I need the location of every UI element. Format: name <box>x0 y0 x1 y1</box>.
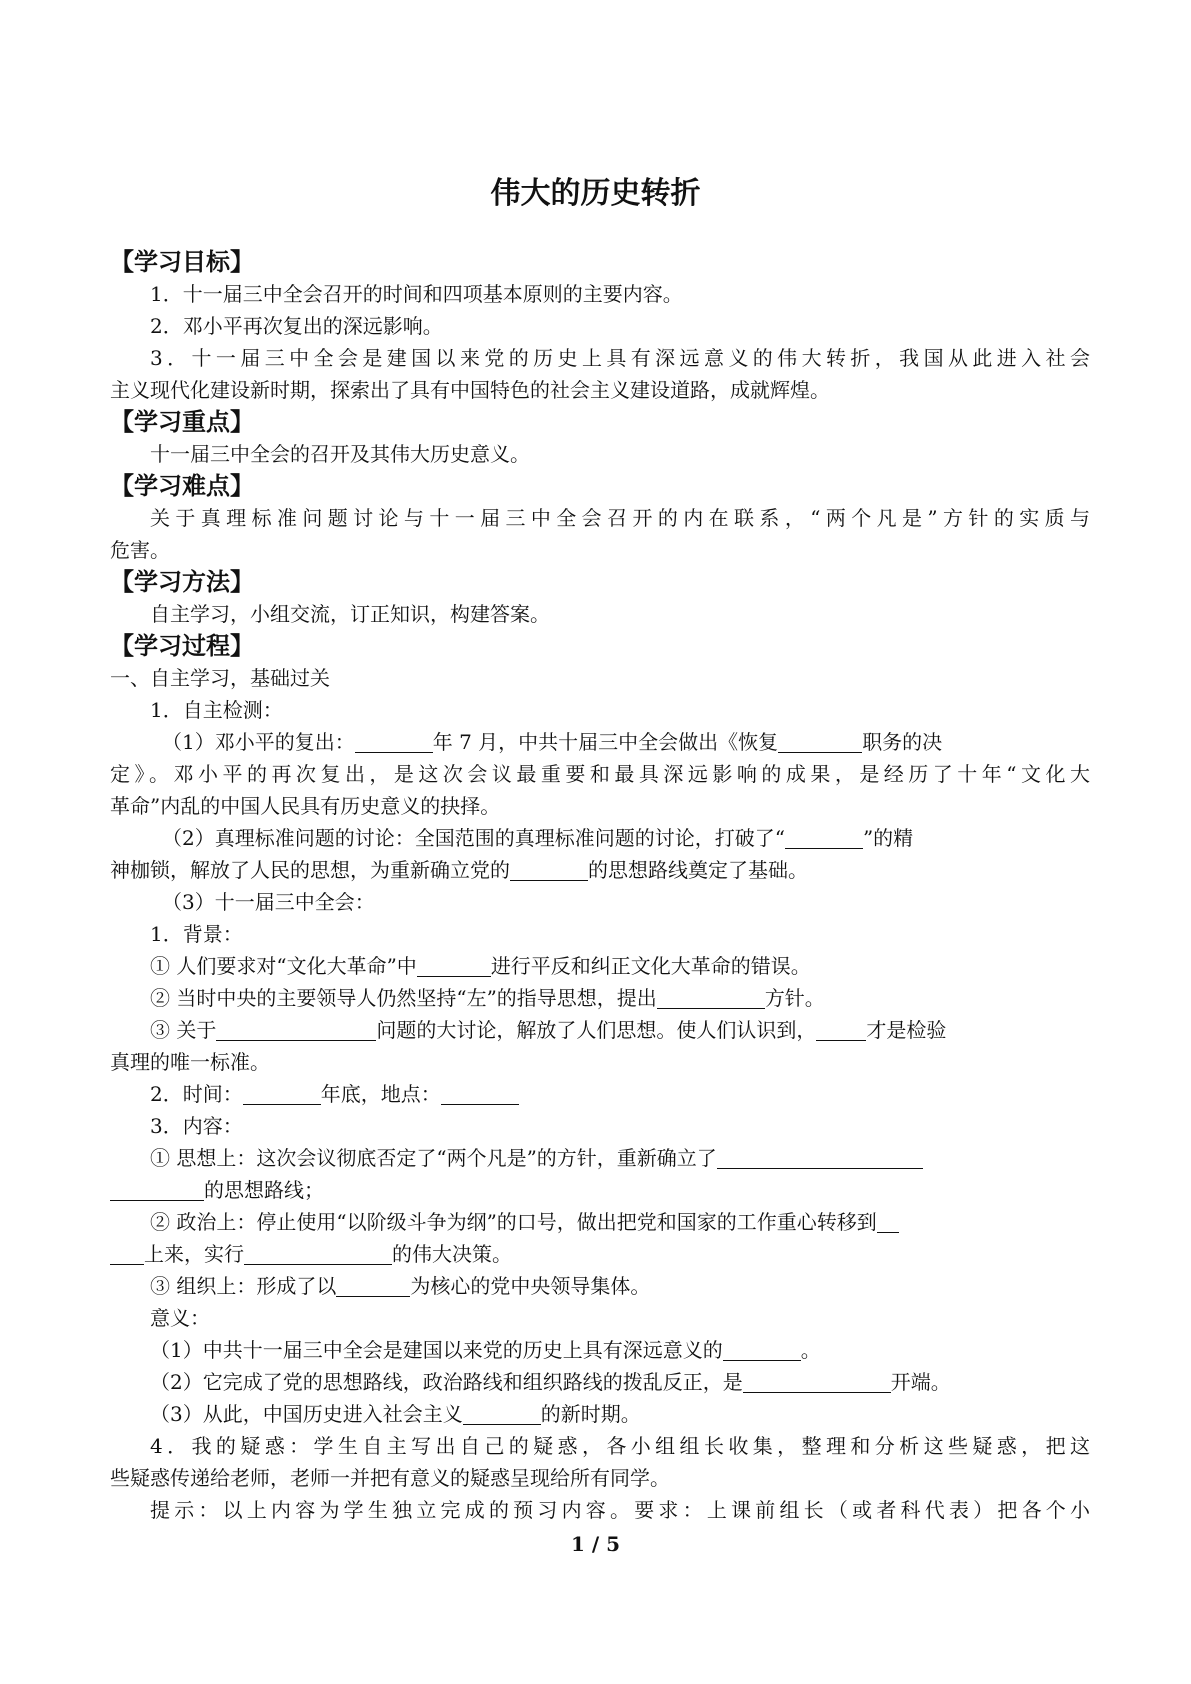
meaning-item: （3）从此，中国历史进入社会主义 的新时期。 <box>150 1402 641 1426</box>
answer-blank[interactable] <box>244 1242 392 1265</box>
tip-text: 提示：以上内容为学生独立完成的预习内容。要求：上课前组长（或者科代表）把各个小 <box>150 1498 1090 1522</box>
answer-blank[interactable] <box>877 1210 899 1233</box>
answer-blank[interactable] <box>441 1082 519 1105</box>
page-number: 1 / 5 <box>570 1532 621 1556</box>
objective-item-continued: 主义现代化建设新时期，探索出了具有中国特色的社会主义建设道路，成就辉煌。 <box>110 378 830 402</box>
section-title: 一、自主学习，基础过关 <box>110 666 330 690</box>
background-label: 1．背景： <box>150 922 243 946</box>
content-item: ② 政治上：停止使用“以阶级斗争为纲”的口号，做出把党和国家的工作重心转移到 <box>110 1206 1090 1238</box>
answer-blank[interactable] <box>463 1402 541 1425</box>
doubt-text-continued: 些疑惑传递给老师，老师一并把有意义的疑惑呈现给所有同学。 <box>110 1466 670 1490</box>
background-item-continued: 真理的唯一标准。 <box>110 1050 270 1074</box>
content-item-continued: 上来，实行 的伟大决策。 <box>110 1238 1090 1270</box>
answer-blank[interactable] <box>355 730 433 753</box>
answer-blank[interactable] <box>816 1018 866 1041</box>
content-item: ③ 组织上：形成了以 为核心的党中央领导集体。 <box>150 1274 651 1298</box>
answer-blank[interactable] <box>785 826 863 849</box>
difficulty-text-continued: 危害。 <box>110 538 170 562</box>
answer-blank[interactable] <box>717 1146 923 1169</box>
content-item-continued: 的思想路线； <box>110 1174 1090 1206</box>
content-item: ① 思想上：这次会议彻底否定了“两个凡是”的方针，重新确立了 <box>110 1142 1090 1174</box>
method-heading: 【学习方法】 <box>110 568 254 596</box>
question-2-continued: 神枷锁，解放了人民的思想，为重新确立党的 的思想路线奠定了基础。 <box>110 858 808 882</box>
answer-blank[interactable] <box>778 730 862 753</box>
question-2: （2）真理标准问题的讨论：全国范围的真理标准问题的讨论，打破了“ ”的精 <box>162 826 914 850</box>
answer-blank[interactable] <box>243 1082 321 1105</box>
document-body <box>110 246 1090 1526</box>
self-check-label: 1．自主检测： <box>150 698 283 722</box>
process-heading: 【学习过程】 <box>110 632 254 660</box>
time-place: 2．时间： 年底，地点： <box>110 1078 1090 1110</box>
question-3: （3）十一届三中全会： <box>162 890 375 914</box>
focus-text: 十一届三中全会的召开及其伟大历史意义。 <box>150 442 530 466</box>
difficulty-heading: 【学习难点】 <box>110 472 254 500</box>
objective-item: 1．十一届三中全会召开的时间和四项基本原则的主要内容。 <box>150 282 683 306</box>
objective-item: 2．邓小平再次复出的深远影响。 <box>150 314 443 338</box>
objective-item: 3．十一届三中全会是建国以来党的历史上具有深远意义的伟大转折，我国从此进入社会 <box>150 346 1090 370</box>
background-item: ① 人们要求对“文化大革命”中 进行平反和纠正文化大革命的错误。 <box>150 954 811 978</box>
doubt-text: 4．我的疑惑：学生自主写出自己的疑惑，各小组组长收集，整理和分析这些疑惑，把这 <box>150 1434 1090 1458</box>
difficulty-text: 关于真理标准问题讨论与十一届三中全会召开的内在联系，“两个凡是”方针的实质与 <box>150 506 1090 530</box>
objectives-heading: 【学习目标】 <box>110 248 254 276</box>
answer-blank[interactable] <box>723 1338 801 1361</box>
answer-blank[interactable] <box>743 1370 891 1393</box>
answer-blank[interactable] <box>110 1178 204 1201</box>
background-item: ③ 关于 问题的大讨论，解放了人们思想。使人们认识到， 才是检验 <box>150 1018 947 1042</box>
question-1: （1）邓小平的复出： 年 7 月，中共十届三中全会做出《恢复 职务的决 <box>162 730 943 754</box>
answer-blank[interactable] <box>336 1274 410 1297</box>
answer-blank[interactable] <box>417 954 491 977</box>
content-label: 3．内容： <box>150 1114 243 1138</box>
answer-blank[interactable] <box>110 1242 144 1265</box>
method-text: 自主学习，小组交流，订正知识，构建答案。 <box>150 602 550 626</box>
meaning-label: 意义： <box>150 1306 210 1330</box>
answer-blank[interactable] <box>510 858 588 881</box>
focus-heading: 【学习重点】 <box>110 408 254 436</box>
answer-blank[interactable] <box>657 986 765 1009</box>
question-1-continued: 定》。邓小平的再次复出，是这次会议最重要和最具深远影响的成果，是经历了十年“文化大 <box>110 762 1090 786</box>
meaning-item: （2）它完成了党的思想路线，政治路线和组织路线的拨乱反正，是 开端。 <box>150 1370 951 1394</box>
background-item: ② 当时中央的主要领导人仍然坚持“左”的指导思想，提出 方针。 <box>150 986 825 1010</box>
meaning-item: （1）中共十一届三中全会是建国以来党的历史上具有深远意义的 。 <box>150 1338 821 1362</box>
page-title: 伟大的历史转折 <box>490 176 701 211</box>
question-1-continued: 革命”内乱的中国人民具有历史意义的抉择。 <box>110 794 501 818</box>
answer-blank[interactable] <box>216 1018 376 1041</box>
